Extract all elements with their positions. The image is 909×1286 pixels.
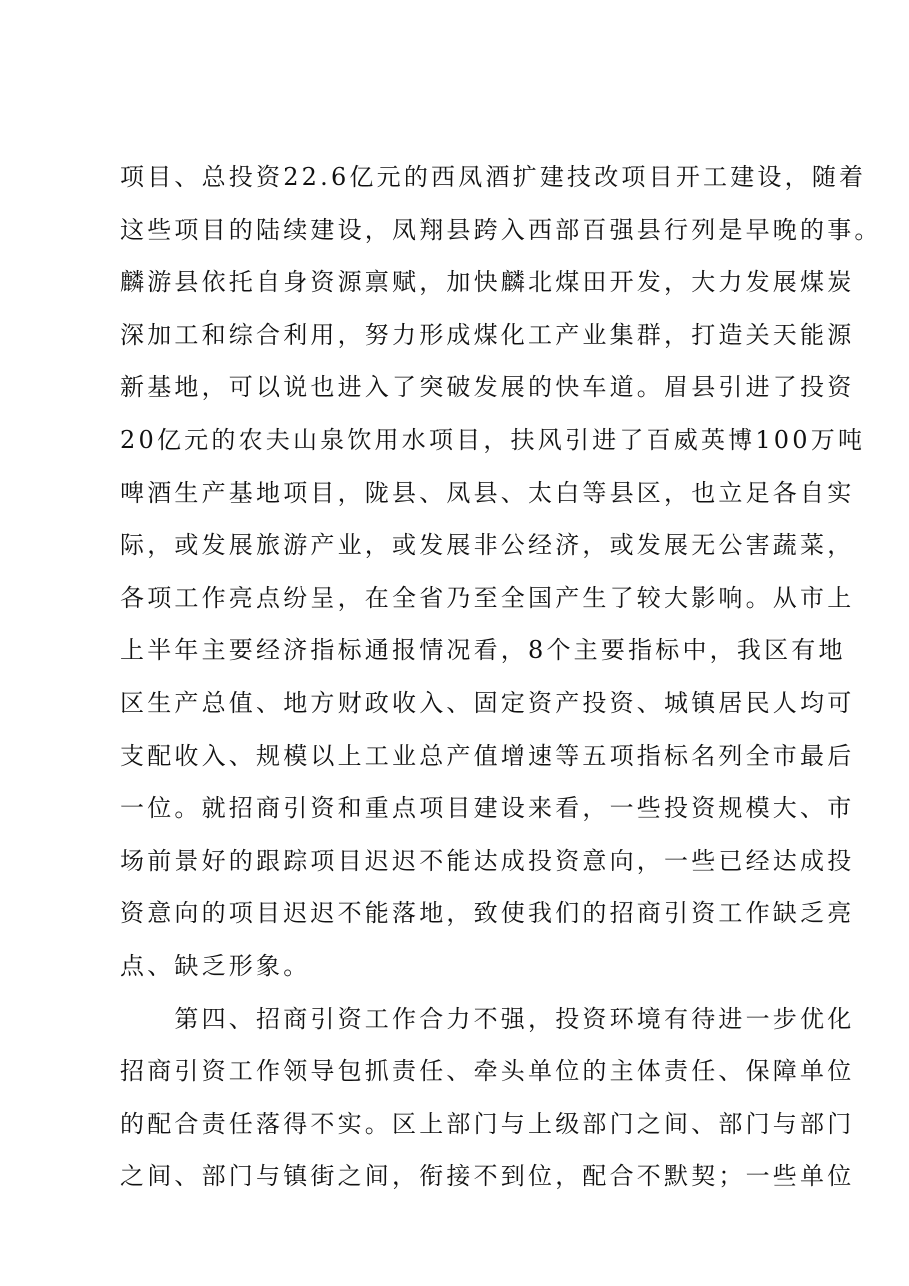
text-line: 上半年主要经济指标通报情况看，8个主要指标中，我区有地 bbox=[120, 636, 846, 665]
paragraph-start-line: 第四、招商引资工作合力不强，投资环境有待进一步优化 bbox=[120, 1004, 855, 1033]
text-line: 麟游县依托自身资源禀赋，加快麟北煤田开发，大力发展煤炭 bbox=[120, 268, 855, 297]
text-line: 各项工作亮点纷呈，在全省乃至全国产生了较大影响。从市上 bbox=[120, 583, 855, 612]
text-line: 啤酒生产基地项目，陇县、凤县、太白等县区，也立足各自实 bbox=[120, 478, 855, 507]
text-line: 场前景好的跟踪项目迟迟不能达成投资意向，一些已经达成投 bbox=[120, 846, 855, 875]
text-line: 际，或发展旅游产业，或发展非公经济，或发展无公害蔬菜， bbox=[120, 531, 855, 560]
text-line: 新基地，可以说也进入了突破发展的快车道。眉县引进了投资 bbox=[120, 373, 855, 402]
text-line: 支配收入、规模以上工业总产值增速等五项指标名列全市最后 bbox=[120, 741, 855, 770]
text-line: 的配合责任落得不实。区上部门与上级部门之间、部门与部门 bbox=[120, 1109, 855, 1138]
body-text bbox=[120, 151, 882, 1203]
text-line: 项目、总投资22.6亿元的西凤酒扩建技改项目开工建设，随着 bbox=[120, 163, 867, 191]
text-line: 一位。就招商引资和重点项目建设来看，一些投资规模大、市 bbox=[120, 794, 855, 823]
text-line: 20亿元的农夫山泉饮用水项目，扶风引进了百威英博100万吨 bbox=[120, 425, 866, 454]
text-line: 点、缺乏形象。 bbox=[120, 951, 311, 980]
text-line: 深加工和综合利用，努力形成煤化工产业集群，打造关天能源 bbox=[120, 320, 855, 349]
text-line: 区生产总值、地方财政收入、固定资产投资、城镇居民人均可 bbox=[120, 688, 855, 717]
text-line: 这些项目的陆续建设，凤翔县跨入西部百强县行列是早晚的事。 bbox=[120, 215, 882, 244]
text-line: 之间、部门与镇街之间，衔接不到位，配合不默契；一些单位 bbox=[120, 1162, 855, 1191]
text-line: 资意向的项目迟迟不能落地，致使我们的招商引资工作缺乏亮 bbox=[120, 899, 855, 928]
text-line: 招商引资工作领导包抓责任、牵头单位的主体责任、保障单位 bbox=[120, 1057, 855, 1086]
